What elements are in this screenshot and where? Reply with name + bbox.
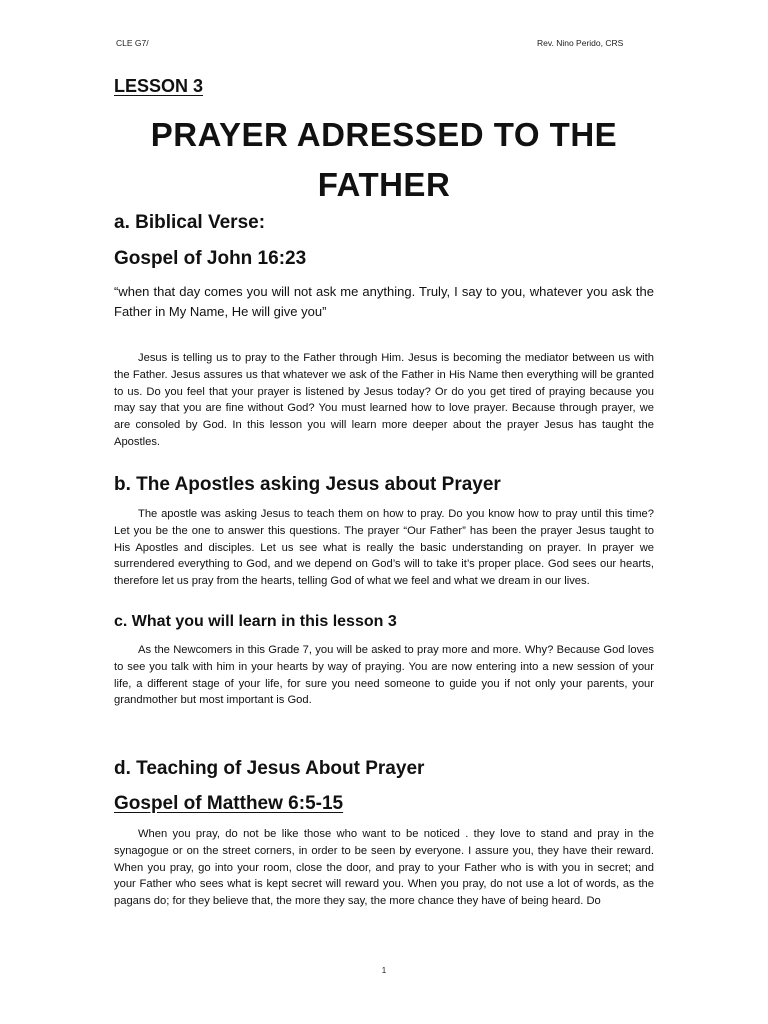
section-b-heading: b. The Apostles asking Jesus about Prayer [114,474,501,495]
section-d-paragraph: When you pray, do not be like those who want to be noticed . they love to stand and pray in the synagogue or on the street corners, in order to be seen by everyone. I assure you, they have their reward. When you pray, go into your room, close the door, and pray to your Father who is with you in secret; and your Father who sees what is kept secret will reward you. When you pray, do not use a lot of words, as the pagans do; for they believe that, the more they say, the more chance they have of being heard. Do [114,828,654,908]
section-a-heading: a. Biblical Verse: [114,212,266,233]
section-d-heading: d. Teaching of Jesus About Prayer [114,758,425,779]
header-author: Rev. Nino Perido, CRS [537,38,624,48]
section-a-paragraph: Jesus is telling us to pray to the Father through Him. Jesus is becoming the mediator between us with the Father. Jesus assures us that whatever we ask of the Father in His Name then everything will be granted to us. Do you feel that your prayer is listened by Jesus today? Or do you get tired of praying because you may say that you are fine without God? You must learned how to love prayer. Because through prayer, we are consoled by God. In this lesson you will learn more deeper about the prayer Jesus has taught the Apostles. [114,352,654,448]
section-c-heading: c. What you will learn in this lesson 3 [114,613,397,630]
header-course-code: CLE G7/ [116,38,149,48]
section-c-paragraph: As the Newcomers in this Grade 7, you will be asked to pray more and more. Why? Because God loves to see you talk with him in your hearts by way of praying. You are now entering into a new session of your life, a different stage of your life, for sure you need someone to guide you if not only your parents, your grandmother but most important is God. [114,644,654,707]
page-title-line-2: FATHER [317,166,451,203]
page-title [114,110,654,210]
page-title-line-1: PRAYER ADRESSED TO THE [150,116,618,153]
section-d-subheading: Gospel of Matthew 6:5-15 [114,793,344,814]
page-number: 1 [381,966,387,975]
lesson-label: LESSON 3 [114,76,204,96]
section-b-paragraph: The apostle was asking Jesus to teach them on how to pray. Do you know how to pray until this time? Let you be the one to answer this questions. The prayer “Our Father” has been the prayer Jesus taught to His Apostles and disciples. Let us see what is really the basic understanding on prayer. In prayer we surrendered everything to God, and we depend on God’s will to take it’s proper place. God sees our hearts, therefore let us pray from the hearts, telling God of what we feel and what we dream in our lives. [114,508,654,588]
section-a-subheading: Gospel of John 16:23 [114,248,307,269]
bible-quote: “when that day comes you will not ask me anything. Truly, I say to you, whatever you ask the Father in My Name, He will give you” [114,284,654,319]
